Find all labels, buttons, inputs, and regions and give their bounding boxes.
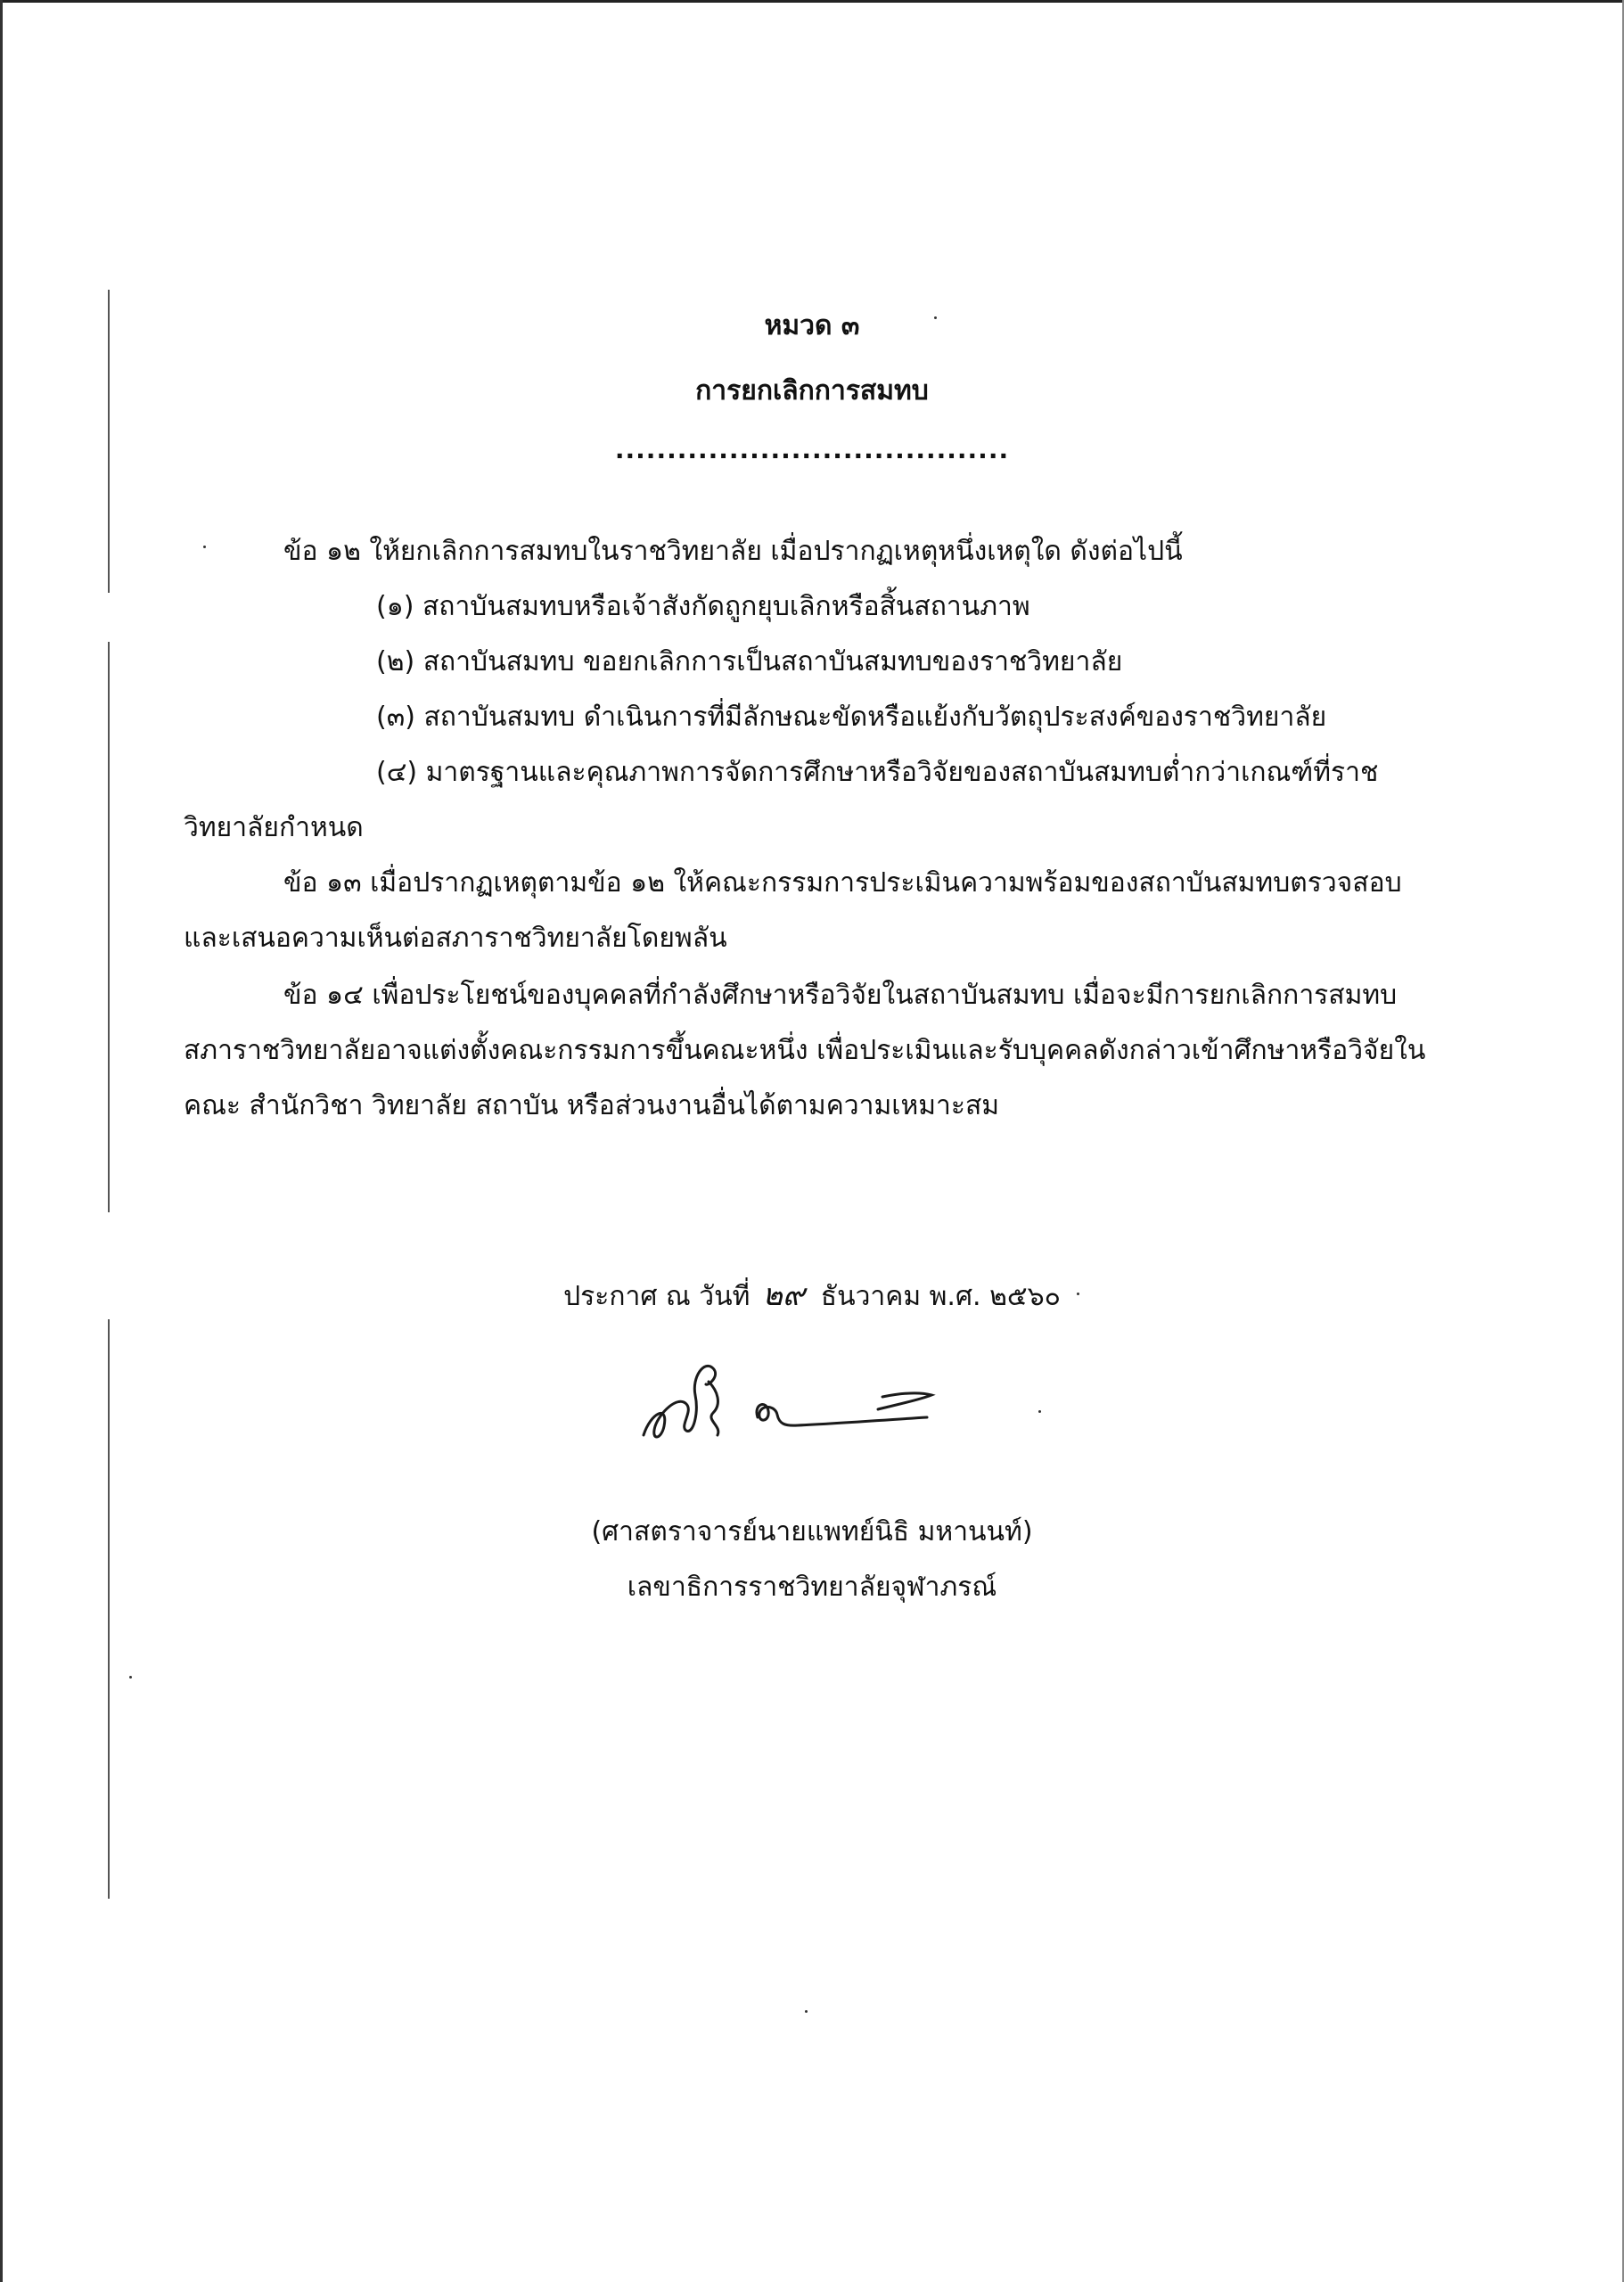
announcement-prefix: ประกาศ ณ วันที่ bbox=[563, 1281, 750, 1312]
title-separator: ...................................... bbox=[614, 435, 1010, 464]
clause-12-intro: ข้อ ๑๒ ให้ยกเลิกการสมทบในราชวิทยาลัย เมื่อปรากฏเหตุหนึ่งเหตุใด ดังต่อไปนี้ bbox=[283, 536, 1183, 567]
clause-14-line-1: ข้อ ๑๔ เพื่อประโยชน์ของบุคคลที่กำลังศึกษาหรือวิจัยในสถาบันสมทบ เมื่อจะมีการยกเลิกการสมทบ bbox=[283, 980, 1398, 1011]
clause-14-line-3: คณะ สำนักวิชา วิทยาลัย สถาบัน หรือส่วนงานอื่นได้ตามความเหมาะสม bbox=[184, 1090, 1000, 1121]
scan-speck bbox=[805, 2010, 808, 2013]
signer-name: (ศาสตราจารย์นายแพทย์นิธิ มหานนท์) bbox=[591, 1516, 1033, 1547]
clause-12-item-2: (๒) สถาบันสมทบ ขอยกเลิกการเป็นสถาบันสมทบของราชวิทยาลัย bbox=[376, 646, 1123, 677]
binder-line bbox=[108, 642, 110, 1212]
chapter-number: หมวด ๓ bbox=[764, 310, 860, 341]
announcement-day: ๒๙ bbox=[762, 1277, 805, 1313]
clause-12-item-1: (๑) สถาบันสมทบหรือเจ้าสังกัดถูกยุบเลิกหรือสิ้นสถานภาพ bbox=[376, 591, 1030, 622]
announcement-month-year: ธันวาคม พ.ศ. ๒๕๖๐ bbox=[820, 1281, 1061, 1312]
clause-14-line-2: สภาราชวิทยาลัยอาจแต่งตั้งคณะกรรมการขึ้นคณะหนึ่ง เพื่อประเมินและรับบุคคลดังกล่าวเข้าศึกษาหรือวิจัยใน bbox=[184, 1035, 1426, 1066]
scan-speck bbox=[129, 1676, 132, 1679]
clause-13-line-2: และเสนอความเห็นต่อสภาราชวิทยาลัยโดยพลัน bbox=[184, 923, 727, 954]
clause-12-item-4: (๔) มาตรฐานและคุณภาพการจัดการศึกษาหรือวิจัยของสถาบันสมทบต่ำกว่าเกณฑ์ที่ราช bbox=[376, 757, 1379, 788]
chapter-title: การยกเลิกการสมทบ bbox=[695, 375, 929, 406]
scan-speck bbox=[1038, 1410, 1041, 1413]
clause-12-item-3: (๓) สถาบันสมทบ ดำเนินการที่มีลักษณะขัดหรือแย้งกับวัตถุประสงค์ของราชวิทยาลัย bbox=[376, 702, 1327, 733]
binder-line bbox=[108, 1319, 110, 1899]
signer-position: เลขาธิการราชวิทยาลัยจุฬาภรณ์ bbox=[627, 1572, 997, 1603]
handwritten-signature bbox=[624, 1342, 980, 1466]
scan-top-edge bbox=[0, 0, 1624, 3]
clause-12-item-4-continued: วิทยาลัยกำหนด bbox=[184, 812, 364, 843]
announcement-date bbox=[0, 1270, 1624, 1318]
scan-speck bbox=[203, 546, 206, 548]
clause-13-line-1: ข้อ ๑๓ เมื่อปรากฏเหตุตามข้อ ๑๒ ให้คณะกรรมการประเมินความพร้อมของสถาบันสมทบตรวจสอบ bbox=[283, 867, 1402, 899]
